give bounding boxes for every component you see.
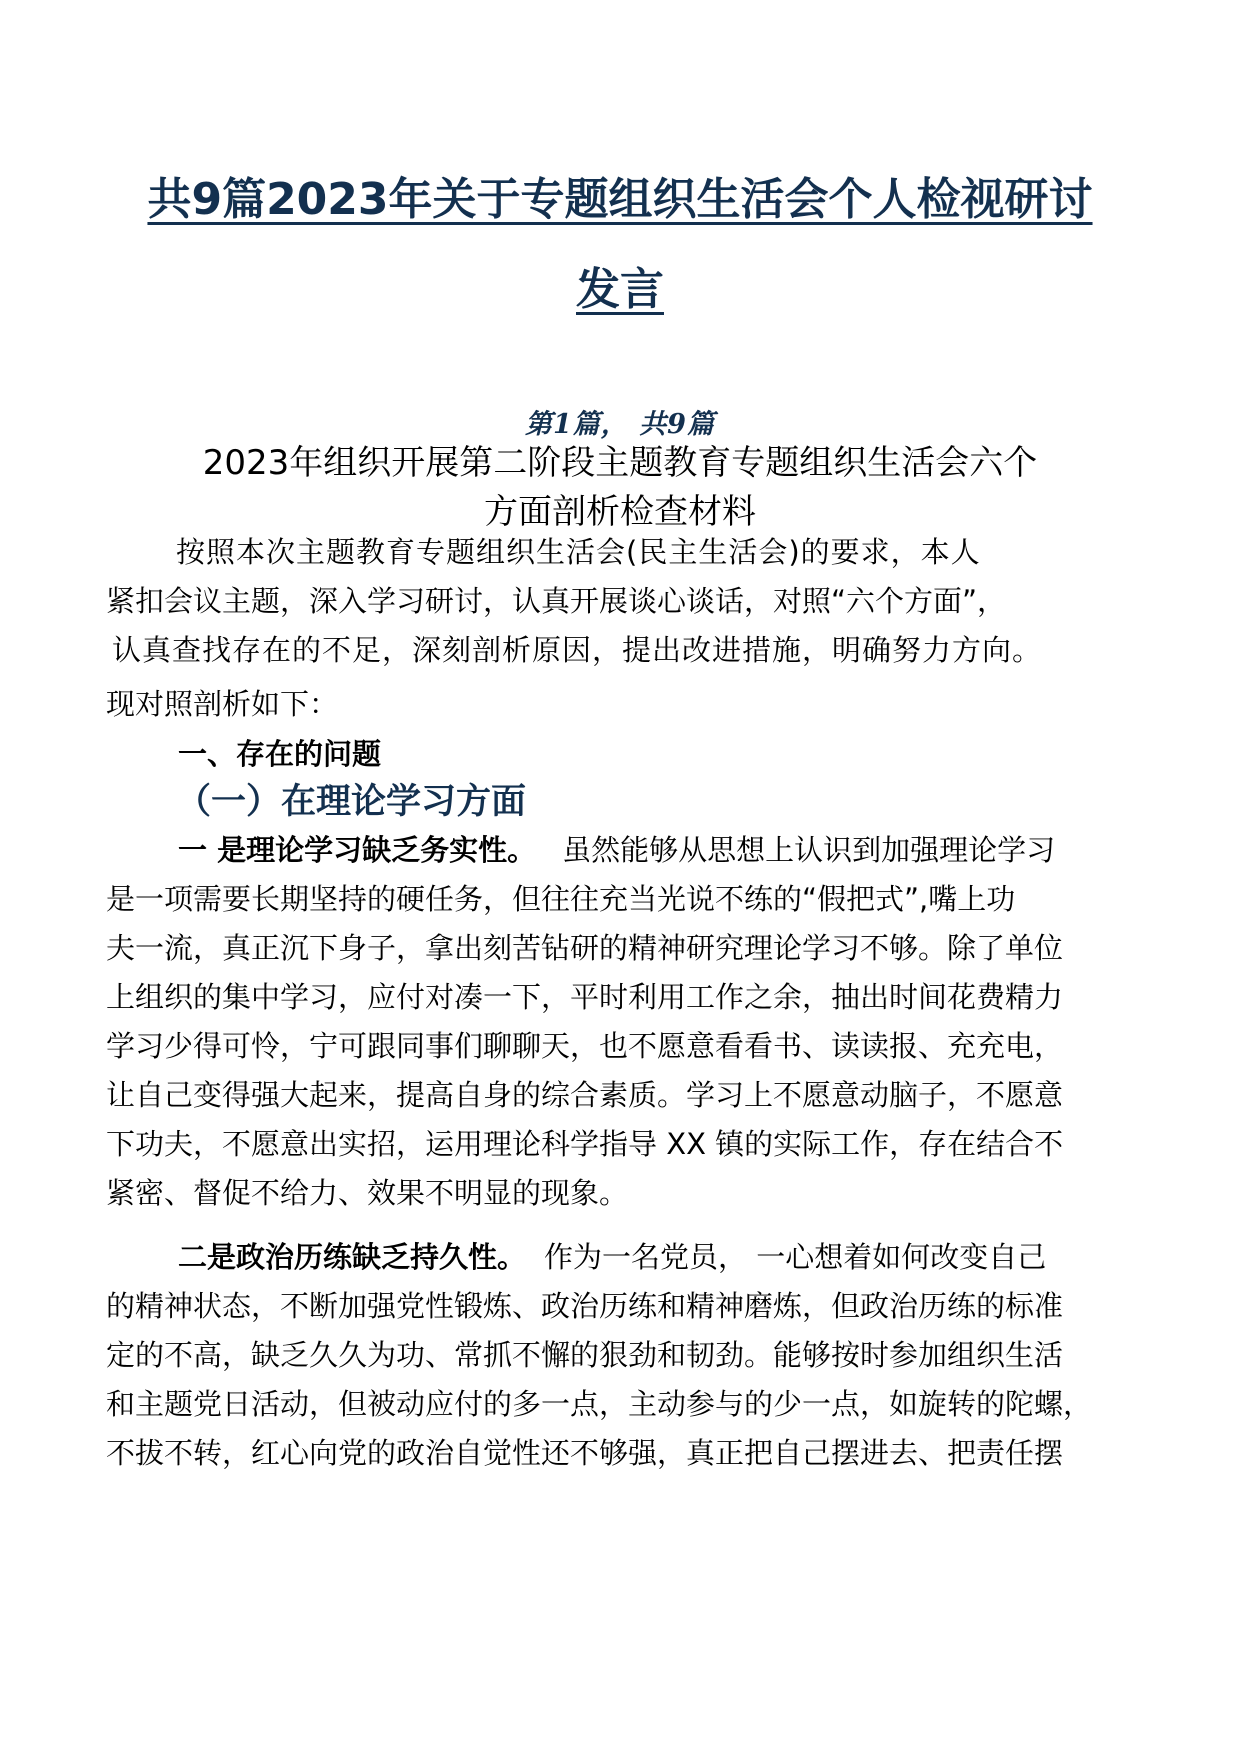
point-2-lead: 二是政治历练缺乏持久性。 <box>178 1240 527 1274</box>
point-1-first-line <box>178 833 1056 867</box>
point-2-first-line <box>178 1240 1047 1274</box>
subsection-heading: （一）在理论学习方面 <box>176 782 527 822</box>
paragraph-line: 让自己变得强大起来，提高自身的综合素质。学习上不愿意动脑子，不愿意 <box>106 1078 1064 1112</box>
intro-line: 紧扣会议主题，深入学习研讨，认真开展谈心谈话，对照“六个方面”， <box>106 584 1007 618</box>
subtitle-line-2: 方面剖析检查材料 <box>484 492 756 532</box>
subtitle-line-1: 2023年组织开展第二阶段主题教育专题组织生活会六个 <box>202 443 1038 483</box>
intro-line: 现对照剖析如下： <box>106 687 339 721</box>
paragraph-line: 上组织的集中学习，应付对凑一下，平时利用工作之余，抽出时间花费精力 <box>106 980 1064 1014</box>
part-label: 第1篇， 共9篇 <box>525 409 715 440</box>
point-1-text: 虽然能够从思想上认识到加强理论学习 <box>562 833 1056 867</box>
paragraph-line: 的精神状态，不断加强党性锻炼、政治历练和精神磨炼，但政治历练的标准 <box>106 1289 1064 1323</box>
intro-line: 认真查找存在的不足，深刻剖析原因，提出改进措施，明确努力方向。 <box>112 633 1043 667</box>
section-heading: 一、存在的问题 <box>178 737 382 771</box>
document-title-line-1: 共9篇2023年关于专题组织生活会个人检视研讨 <box>147 174 1093 225</box>
point-1-lead: 一 是理论学习缺乏务实性。 <box>178 833 537 867</box>
intro-line: 按照本次主题教育专题组织生活会(民主生活会)的要求，本人 <box>176 535 981 569</box>
paragraph-line: 紧密、督促不给力、效果不明显的现象。 <box>106 1176 629 1210</box>
point-2-text: 作为一名党员， 一心想着如何改变自己 <box>544 1240 1047 1274</box>
paragraph-line: 夫一流，真正沉下身子，拿出刻苦钻研的精神研究理论学习不够。除了单位 <box>106 931 1064 965</box>
paragraph-line: 是一项需要长期坚持的硬任务，但往往充当光说不练的“假把式”,嘴上功 <box>106 882 1016 916</box>
paragraph-line: 和主题党日活动，但被动应付的多一点，主动参与的少一点，如旋转的陀螺， <box>106 1387 1093 1421</box>
paragraph-line: 学习少得可怜，宁可跟同事们聊聊天，也不愿意看看书、读读报、充充电， <box>106 1029 1064 1063</box>
paragraph-line: 下功夫，不愿意出实招，运用理论科学指导 XX 镇的实际工作，存在结合不 <box>106 1127 1064 1161</box>
document-title-line-2: 发言 <box>576 264 664 315</box>
paragraph-line: 定的不高，缺乏久久为功、常抓不懈的狠劲和韧劲。能够按时参加组织生活 <box>106 1338 1064 1372</box>
paragraph-line: 不拔不转，红心向党的政治自觉性还不够强，真正把自己摆进去、把责任摆 <box>106 1436 1064 1470</box>
